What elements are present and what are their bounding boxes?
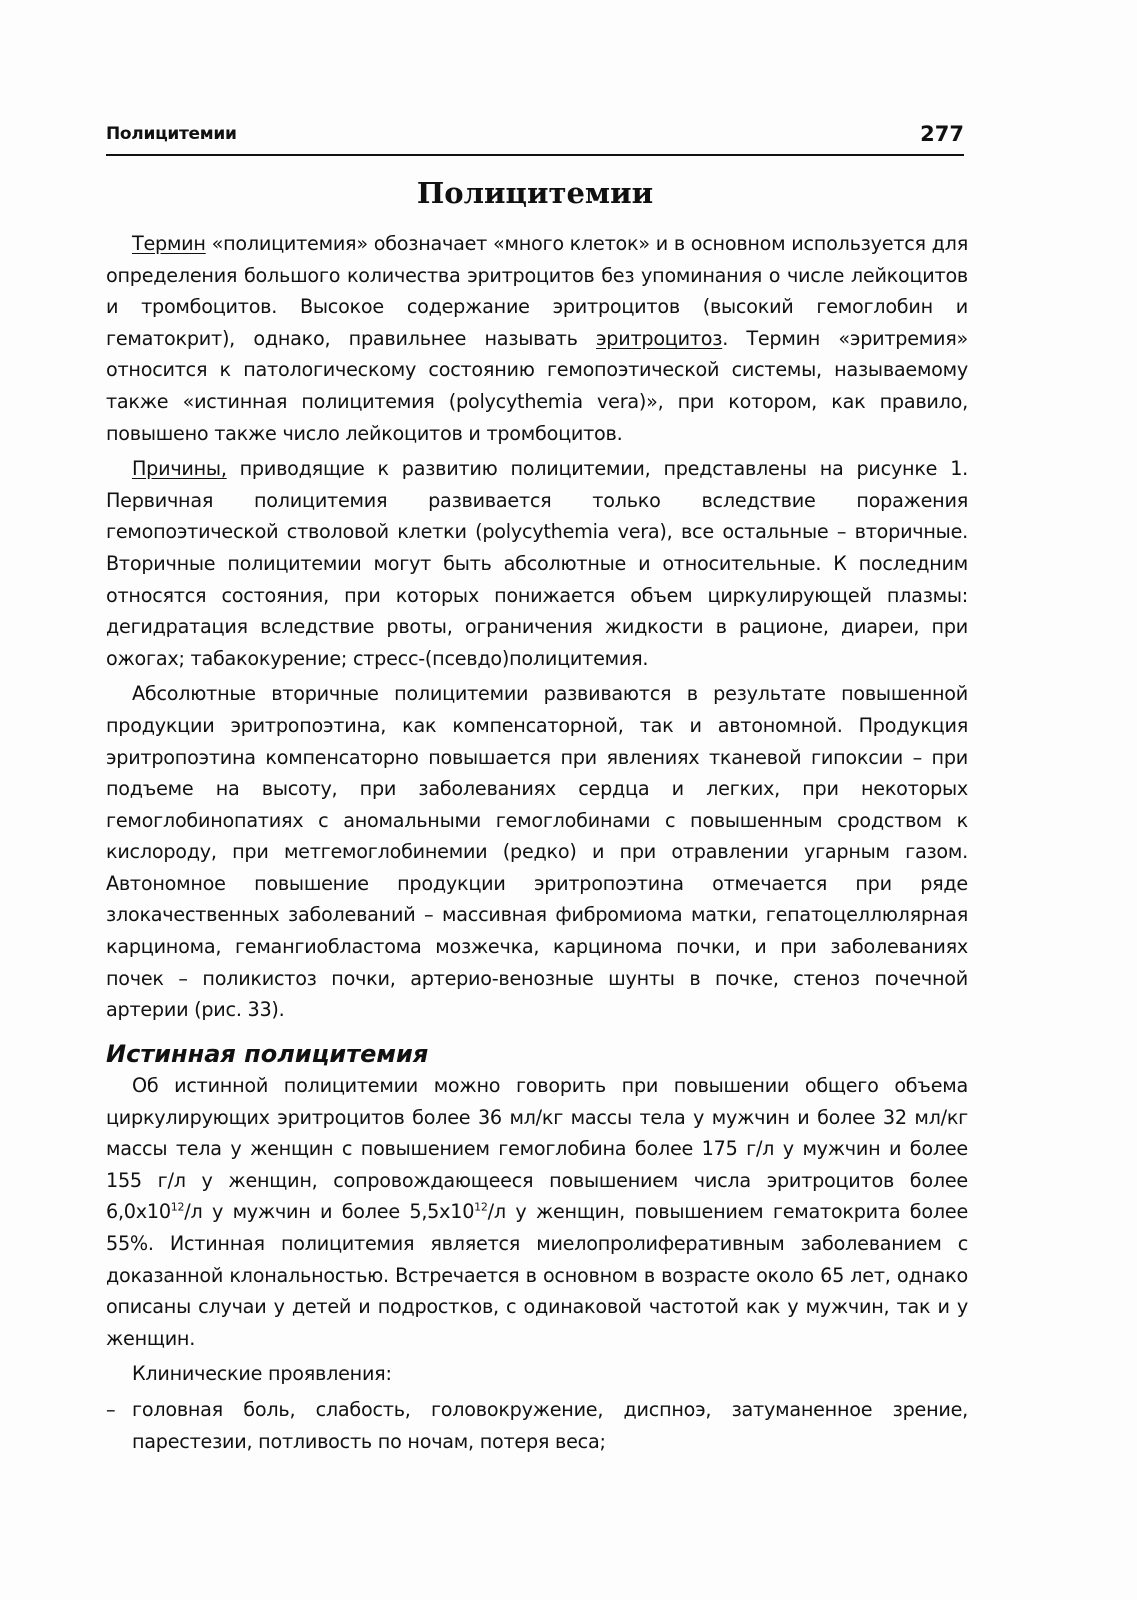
page-number: 277 <box>920 122 964 146</box>
paragraph-secondary: Абсолютные вторичные полицитемии развиваются в результате повышенной продукции эритропоэтина, как компенсаторной, так и автономной. Продукция эритропоэтина компенсаторно повышается при явлениях тканевой гипоксии – при подъеме на высоту, при заболеваниях сердца и легких, при некоторых гемоглобинопатиях с аномальными гемоглобинами с повышенным сродством к кислороду, при метгемоглобинемии (редко) и при отравлении угарным газом. Автономное повышение продукции эритропоэтина отмечается при ряде злокачественных заболеваний – массивная фибромиома матки, гепатоцеллюлярная карцинома, гемангиобластома мозжечка, карцинома почки, и при заболеваниях почек – поликистоз почки, артерио-венозные шунты в почке, стеноз почечной артерии (рис. 33). <box>106 682 968 1022</box>
section-title: Истинная полицитемия <box>106 1040 429 1068</box>
dash-bullet: – <box>106 1397 116 1421</box>
underlined-term: Термин <box>132 232 206 255</box>
underlined-term: эритроцитоз <box>596 326 723 350</box>
running-header <box>106 116 964 156</box>
clinical-label: Клинические проявления: <box>132 1362 392 1386</box>
section-text <box>106 1070 968 1457</box>
list-item-text: головная боль, слабость, головокружение, диспноэ, затуманенное зрение, парестезии, потливость по ночам, потеря веса; <box>132 1397 968 1453</box>
chapter-title: Полицитемии <box>416 176 654 210</box>
list-item <box>106 1394 968 1457</box>
paragraph-definition <box>106 1070 968 1354</box>
underlined-term: Причины, <box>132 457 227 481</box>
paragraph-text: /л у мужчин и более 5,5x10 <box>184 1200 475 1224</box>
paragraph-text: . Термин «эритремия» относится к патологическому состоянию гемопоэтической системы, называемому также «истинная полицитемия (polycythemia vera)», при котором, как правило, повышено также число лейкоцитов и тромбоцитов. <box>106 326 968 445</box>
paragraph-text: /л у женщин, повышением гематокрита более 55%. Истинная полицитемия является миелопролиферативным заболеванием с доказанной клональностью. Встречается в основном в возрасте около 65 лет, однако описаны случаи у детей и подростков, с одинаковой частотой как у мужчин, так и у женщин. <box>106 1200 968 1350</box>
paragraph-term <box>106 228 968 449</box>
paragraph-text: «полицитемия» обозначает «много клеток» и в основном используется для определения большого количества эритроцитов без упоминания о числе лейкоцитов и тромбоцитов. Высокое содержание эритроцитов (высокий гемоглобин и гематокрит), однако, правильнее называть <box>106 232 968 350</box>
paragraph-text: приводящие к развитию полицитемии, представлены на рисунке 1. Первичная полицитемия развивается только вследствие поражения гемопоэтической стволовой клетки (polycythemia vera), все остальные – вторичные. Вторичные полицитемии могут быть абсолютные и относительные. К последним относятся состояния, при которых понижается объем циркулирующей плазмы: дегидратация вследствие рвоты, ограничения жидкости в рационе, диареи, при ожогах; табакокурение; стресс-(псевдо)полицитемия. <box>106 457 968 670</box>
running-title: Полицитемии <box>106 124 237 144</box>
paragraph-text: Об истинной полицитемии можно говорить при повышении общего объема циркулирующих эритроцитов более 36 мл/кг массы тела у мужчин и более 32 мл/кг массы тела у женщин с повышением гемоглобина более 175 г/л у мужчин и более 155 г/л у женщин, сопровождающееся повышением числа эритроцитов более 6,0x10 <box>106 1074 968 1224</box>
superscript: 12 <box>170 1200 185 1214</box>
intro-text <box>106 228 968 1026</box>
paragraph-causes <box>106 453 968 674</box>
superscript: 12 <box>474 1200 488 1214</box>
